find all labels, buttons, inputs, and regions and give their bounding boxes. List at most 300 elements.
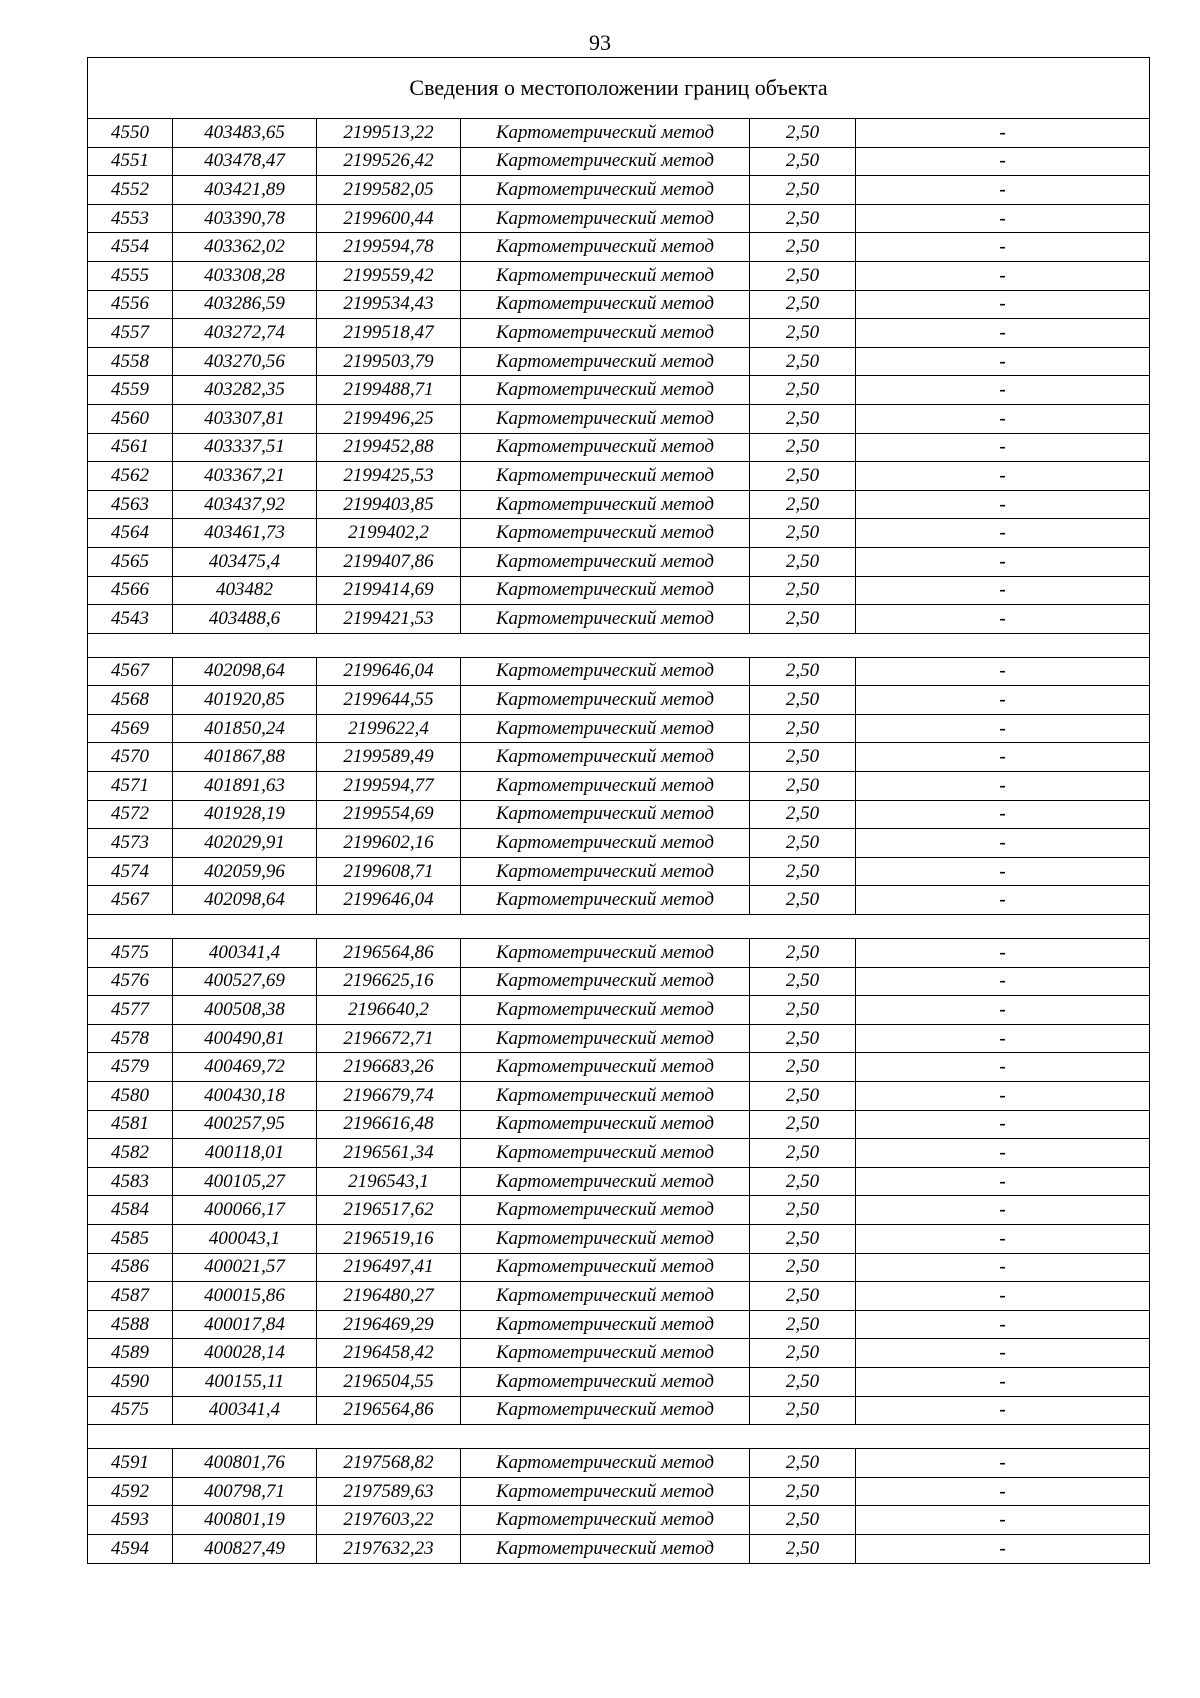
description-cell: - (856, 1024, 1150, 1053)
precision-cell: 2,50 (750, 996, 856, 1025)
coord-y-cell: 2199526,42 (317, 147, 461, 176)
precision-cell: 2,50 (750, 886, 856, 915)
method-cell: Картометрический метод (461, 1506, 750, 1535)
coord-y-cell: 2199503,79 (317, 347, 461, 376)
precision-cell: 2,50 (750, 119, 856, 148)
table-row (88, 1339, 1150, 1368)
description-cell: - (856, 1396, 1150, 1425)
coord-x-cell: 402098,64 (173, 657, 317, 686)
coord-x-cell: 402098,64 (173, 886, 317, 915)
table-row (88, 1082, 1150, 1111)
coord-y-cell: 2196504,55 (317, 1367, 461, 1396)
method-cell: Картометрический метод (461, 404, 750, 433)
method-cell: Картометрический метод (461, 800, 750, 829)
description-cell: - (856, 462, 1150, 491)
method-cell: Картометрический метод (461, 576, 750, 605)
coord-y-cell: 2197568,82 (317, 1449, 461, 1478)
coord-y-cell: 2199608,71 (317, 857, 461, 886)
coord-y-cell: 2196480,27 (317, 1282, 461, 1311)
precision-cell: 2,50 (750, 547, 856, 576)
table-title-row (88, 58, 1150, 119)
description-cell: - (856, 1167, 1150, 1196)
precision-cell: 2,50 (750, 290, 856, 319)
coord-y-cell: 2196561,34 (317, 1139, 461, 1168)
coord-x-cell: 401850,24 (173, 714, 317, 743)
method-cell: Картометрический метод (461, 605, 750, 634)
point-number-cell: 4543 (88, 605, 173, 634)
point-number-cell: 4580 (88, 1082, 173, 1111)
table-row (88, 576, 1150, 605)
group-separator-cell (88, 915, 1150, 939)
point-number-cell: 4568 (88, 686, 173, 715)
coord-x-cell: 401891,63 (173, 772, 317, 801)
table-row (88, 1224, 1150, 1253)
coord-x-cell: 400469,72 (173, 1053, 317, 1082)
coord-y-cell: 2196517,62 (317, 1196, 461, 1225)
precision-cell: 2,50 (750, 967, 856, 996)
precision-cell: 2,50 (750, 939, 856, 968)
table-row (88, 1196, 1150, 1225)
point-number-cell: 4588 (88, 1310, 173, 1339)
description-cell: - (856, 519, 1150, 548)
precision-cell: 2,50 (750, 1196, 856, 1225)
table-row (88, 657, 1150, 686)
coord-y-cell: 2199518,47 (317, 319, 461, 348)
table-row (88, 1139, 1150, 1168)
precision-cell: 2,50 (750, 1110, 856, 1139)
point-number-cell: 4574 (88, 857, 173, 886)
coord-y-cell: 2199407,86 (317, 547, 461, 576)
description-cell: - (856, 939, 1150, 968)
method-cell: Картометрический метод (461, 1224, 750, 1253)
method-cell: Картометрический метод (461, 996, 750, 1025)
coord-x-cell: 400801,76 (173, 1449, 317, 1478)
table-row (88, 1396, 1150, 1425)
method-cell: Картометрический метод (461, 1310, 750, 1339)
point-number-cell: 4591 (88, 1449, 173, 1478)
coord-y-cell: 2196616,48 (317, 1110, 461, 1139)
coord-y-cell: 2196497,41 (317, 1253, 461, 1282)
coord-x-cell: 403270,56 (173, 347, 317, 376)
method-cell: Картометрический метод (461, 1534, 750, 1563)
coord-x-cell: 401867,88 (173, 743, 317, 772)
description-cell: - (856, 829, 1150, 858)
table-row (88, 1053, 1150, 1082)
precision-cell: 2,50 (750, 686, 856, 715)
point-number-cell: 4581 (88, 1110, 173, 1139)
coord-y-cell: 2196679,74 (317, 1082, 461, 1111)
group-separator-cell (88, 1425, 1150, 1449)
method-cell: Картометрический метод (461, 886, 750, 915)
coord-x-cell: 400341,4 (173, 1396, 317, 1425)
description-cell: - (856, 1282, 1150, 1311)
precision-cell: 2,50 (750, 404, 856, 433)
precision-cell: 2,50 (750, 519, 856, 548)
point-number-cell: 4585 (88, 1224, 173, 1253)
coord-y-cell: 2196672,71 (317, 1024, 461, 1053)
table-row (88, 261, 1150, 290)
table-row (88, 714, 1150, 743)
precision-cell: 2,50 (750, 714, 856, 743)
description-cell: - (856, 261, 1150, 290)
method-cell: Картометрический метод (461, 204, 750, 233)
method-cell: Картометрический метод (461, 119, 750, 148)
point-number-cell: 4560 (88, 404, 173, 433)
point-number-cell: 4578 (88, 1024, 173, 1053)
coord-x-cell: 400801,19 (173, 1506, 317, 1535)
precision-cell: 2,50 (750, 1053, 856, 1082)
coord-y-cell: 2196564,86 (317, 939, 461, 968)
coord-y-cell: 2196564,86 (317, 1396, 461, 1425)
point-number-cell: 4593 (88, 1506, 173, 1535)
method-cell: Картометрический метод (461, 519, 750, 548)
precision-cell: 2,50 (750, 490, 856, 519)
description-cell: - (856, 1506, 1150, 1535)
coord-x-cell: 400021,57 (173, 1253, 317, 1282)
coord-x-cell: 400155,11 (173, 1367, 317, 1396)
coord-y-cell: 2199594,78 (317, 233, 461, 262)
table-row (88, 147, 1150, 176)
coord-x-cell: 403482 (173, 576, 317, 605)
point-number-cell: 4579 (88, 1053, 173, 1082)
precision-cell: 2,50 (750, 433, 856, 462)
precision-cell: 2,50 (750, 657, 856, 686)
coord-y-cell: 2199644,55 (317, 686, 461, 715)
method-cell: Картометрический метод (461, 261, 750, 290)
precision-cell: 2,50 (750, 605, 856, 634)
method-cell: Картометрический метод (461, 1196, 750, 1225)
description-cell: - (856, 967, 1150, 996)
description-cell: - (856, 176, 1150, 205)
coord-y-cell: 2199534,43 (317, 290, 461, 319)
coord-x-cell: 400490,81 (173, 1024, 317, 1053)
precision-cell: 2,50 (750, 743, 856, 772)
coord-y-cell: 2199488,71 (317, 376, 461, 405)
description-cell: - (856, 1367, 1150, 1396)
table-row (88, 1253, 1150, 1282)
description-cell: - (856, 1082, 1150, 1111)
table-row (88, 996, 1150, 1025)
point-number-cell: 4572 (88, 800, 173, 829)
precision-cell: 2,50 (750, 319, 856, 348)
table-body (88, 58, 1150, 1564)
point-number-cell: 4563 (88, 490, 173, 519)
table-row (88, 939, 1150, 968)
method-cell: Картометрический метод (461, 462, 750, 491)
point-number-cell: 4570 (88, 743, 173, 772)
coord-x-cell: 403488,6 (173, 605, 317, 634)
method-cell: Картометрический метод (461, 433, 750, 462)
table-row (88, 119, 1150, 148)
table-row (88, 1282, 1150, 1311)
description-cell: - (856, 1310, 1150, 1339)
method-cell: Картометрический метод (461, 547, 750, 576)
method-cell: Картометрический метод (461, 233, 750, 262)
precision-cell: 2,50 (750, 1024, 856, 1053)
coord-y-cell: 2199646,04 (317, 657, 461, 686)
description-cell: - (856, 1449, 1150, 1478)
group-separator-row (88, 633, 1150, 657)
table-row (88, 1449, 1150, 1478)
coord-y-cell: 2199589,49 (317, 743, 461, 772)
table-row (88, 176, 1150, 205)
point-number-cell: 4552 (88, 176, 173, 205)
description-cell: - (856, 290, 1150, 319)
coord-y-cell: 2196625,16 (317, 967, 461, 996)
coord-y-cell: 2196543,1 (317, 1167, 461, 1196)
method-cell: Картометрический метод (461, 319, 750, 348)
group-separator-cell (88, 633, 1150, 657)
point-number-cell: 4575 (88, 939, 173, 968)
point-number-cell: 4594 (88, 1534, 173, 1563)
method-cell: Картометрический метод (461, 772, 750, 801)
point-number-cell: 4583 (88, 1167, 173, 1196)
table-row (88, 376, 1150, 405)
precision-cell: 2,50 (750, 1224, 856, 1253)
table-row (88, 1024, 1150, 1053)
table-row (88, 772, 1150, 801)
point-number-cell: 4584 (88, 1196, 173, 1225)
table-row (88, 1477, 1150, 1506)
table-row (88, 1110, 1150, 1139)
method-cell: Картометрический метод (461, 1110, 750, 1139)
coord-x-cell: 403272,74 (173, 319, 317, 348)
coord-x-cell: 400118,01 (173, 1139, 317, 1168)
coord-y-cell: 2199403,85 (317, 490, 461, 519)
coord-x-cell: 403308,28 (173, 261, 317, 290)
table-row (88, 519, 1150, 548)
coord-x-cell: 400508,38 (173, 996, 317, 1025)
description-cell: - (856, 714, 1150, 743)
description-cell: - (856, 1196, 1150, 1225)
coord-y-cell: 2196683,26 (317, 1053, 461, 1082)
method-cell: Картометрический метод (461, 1367, 750, 1396)
coord-y-cell: 2199414,69 (317, 576, 461, 605)
description-cell: - (856, 547, 1150, 576)
method-cell: Картометрический метод (461, 967, 750, 996)
precision-cell: 2,50 (750, 829, 856, 858)
coord-x-cell: 400257,95 (173, 1110, 317, 1139)
method-cell: Картометрический метод (461, 490, 750, 519)
method-cell: Картометрический метод (461, 1024, 750, 1053)
description-cell: - (856, 147, 1150, 176)
table-row (88, 404, 1150, 433)
coord-x-cell: 403483,65 (173, 119, 317, 148)
description-cell: - (856, 657, 1150, 686)
coord-x-cell: 400827,49 (173, 1534, 317, 1563)
description-cell: - (856, 1053, 1150, 1082)
table-row (88, 1310, 1150, 1339)
coord-y-cell: 2199622,4 (317, 714, 461, 743)
coord-x-cell: 403475,4 (173, 547, 317, 576)
point-number-cell: 4590 (88, 1367, 173, 1396)
coord-y-cell: 2199421,53 (317, 605, 461, 634)
point-number-cell: 4557 (88, 319, 173, 348)
precision-cell: 2,50 (750, 1310, 856, 1339)
coord-y-cell: 2197632,23 (317, 1534, 461, 1563)
point-number-cell: 4561 (88, 433, 173, 462)
method-cell: Картометрический метод (461, 743, 750, 772)
precision-cell: 2,50 (750, 1167, 856, 1196)
method-cell: Картометрический метод (461, 1253, 750, 1282)
point-number-cell: 4576 (88, 967, 173, 996)
precision-cell: 2,50 (750, 576, 856, 605)
coord-x-cell: 400066,17 (173, 1196, 317, 1225)
point-number-cell: 4567 (88, 657, 173, 686)
table-row (88, 204, 1150, 233)
method-cell: Картометрический метод (461, 1282, 750, 1311)
method-cell: Картометрический метод (461, 1477, 750, 1506)
table-row (88, 829, 1150, 858)
coord-y-cell: 2199425,53 (317, 462, 461, 491)
method-cell: Картометрический метод (461, 147, 750, 176)
precision-cell: 2,50 (750, 1282, 856, 1311)
table-row (88, 886, 1150, 915)
coord-x-cell: 402059,96 (173, 857, 317, 886)
table-row (88, 1534, 1150, 1563)
coord-x-cell: 403307,81 (173, 404, 317, 433)
precision-cell: 2,50 (750, 462, 856, 491)
coord-y-cell: 2199646,04 (317, 886, 461, 915)
point-number-cell: 4589 (88, 1339, 173, 1368)
table-row (88, 490, 1150, 519)
coord-y-cell: 2199594,77 (317, 772, 461, 801)
description-cell: - (856, 1534, 1150, 1563)
coord-y-cell: 2199554,69 (317, 800, 461, 829)
point-number-cell: 4553 (88, 204, 173, 233)
point-number-cell: 4587 (88, 1282, 173, 1311)
coord-y-cell: 2199496,25 (317, 404, 461, 433)
table-row (88, 743, 1150, 772)
coord-y-cell: 2197603,22 (317, 1506, 461, 1535)
coord-x-cell: 403421,89 (173, 176, 317, 205)
table-row (88, 290, 1150, 319)
description-cell: - (856, 743, 1150, 772)
coord-x-cell: 403282,35 (173, 376, 317, 405)
coord-x-cell: 400028,14 (173, 1339, 317, 1368)
precision-cell: 2,50 (750, 857, 856, 886)
boundary-coordinates-table (87, 57, 1150, 1564)
coord-x-cell: 400105,27 (173, 1167, 317, 1196)
coord-y-cell: 2196640,2 (317, 996, 461, 1025)
coord-x-cell: 400043,1 (173, 1224, 317, 1253)
table-row (88, 800, 1150, 829)
description-cell: - (856, 319, 1150, 348)
precision-cell: 2,50 (750, 176, 856, 205)
description-cell: - (856, 1253, 1150, 1282)
description-cell: - (856, 1110, 1150, 1139)
coord-x-cell: 403367,21 (173, 462, 317, 491)
description-cell: - (856, 996, 1150, 1025)
point-number-cell: 4562 (88, 462, 173, 491)
coord-x-cell: 403390,78 (173, 204, 317, 233)
point-number-cell: 4565 (88, 547, 173, 576)
method-cell: Картометрический метод (461, 857, 750, 886)
table-row (88, 605, 1150, 634)
coord-y-cell: 2199452,88 (317, 433, 461, 462)
precision-cell: 2,50 (750, 1253, 856, 1282)
table-row (88, 319, 1150, 348)
description-cell: - (856, 605, 1150, 634)
coord-x-cell: 403461,73 (173, 519, 317, 548)
coord-x-cell: 400527,69 (173, 967, 317, 996)
table-row (88, 347, 1150, 376)
table-row (88, 1167, 1150, 1196)
method-cell: Картометрический метод (461, 714, 750, 743)
point-number-cell: 4577 (88, 996, 173, 1025)
table-title: Сведения о местоположении границ объекта (88, 58, 1150, 119)
point-number-cell: 4564 (88, 519, 173, 548)
method-cell: Картометрический метод (461, 939, 750, 968)
description-cell: - (856, 1224, 1150, 1253)
coord-y-cell: 2199582,05 (317, 176, 461, 205)
coord-x-cell: 400430,18 (173, 1082, 317, 1111)
method-cell: Картометрический метод (461, 657, 750, 686)
coord-y-cell: 2199559,42 (317, 261, 461, 290)
coord-x-cell: 403337,51 (173, 433, 317, 462)
table-row (88, 462, 1150, 491)
precision-cell: 2,50 (750, 1449, 856, 1478)
point-number-cell: 4551 (88, 147, 173, 176)
precision-cell: 2,50 (750, 233, 856, 262)
point-number-cell: 4559 (88, 376, 173, 405)
method-cell: Картометрический метод (461, 376, 750, 405)
precision-cell: 2,50 (750, 800, 856, 829)
group-separator-row (88, 1425, 1150, 1449)
method-cell: Картометрический метод (461, 1082, 750, 1111)
coord-x-cell: 400798,71 (173, 1477, 317, 1506)
coord-x-cell: 400015,86 (173, 1282, 317, 1311)
description-cell: - (856, 433, 1150, 462)
method-cell: Картометрический метод (461, 1339, 750, 1368)
precision-cell: 2,50 (750, 1396, 856, 1425)
coord-y-cell: 2199602,16 (317, 829, 461, 858)
method-cell: Картометрический метод (461, 1396, 750, 1425)
coord-y-cell: 2197589,63 (317, 1477, 461, 1506)
table-row (88, 1506, 1150, 1535)
point-number-cell: 4558 (88, 347, 173, 376)
description-cell: - (856, 490, 1150, 519)
coord-x-cell: 401928,19 (173, 800, 317, 829)
precision-cell: 2,50 (750, 261, 856, 290)
description-cell: - (856, 404, 1150, 433)
method-cell: Картометрический метод (461, 686, 750, 715)
method-cell: Картометрический метод (461, 347, 750, 376)
description-cell: - (856, 233, 1150, 262)
coord-y-cell: 2199402,2 (317, 519, 461, 548)
precision-cell: 2,50 (750, 147, 856, 176)
point-number-cell: 4592 (88, 1477, 173, 1506)
precision-cell: 2,50 (750, 1367, 856, 1396)
coord-x-cell: 403437,92 (173, 490, 317, 519)
method-cell: Картометрический метод (461, 1449, 750, 1478)
coord-x-cell: 403478,47 (173, 147, 317, 176)
method-cell: Картометрический метод (461, 829, 750, 858)
precision-cell: 2,50 (750, 376, 856, 405)
table-row (88, 1367, 1150, 1396)
point-number-cell: 4586 (88, 1253, 173, 1282)
table-row (88, 433, 1150, 462)
coord-y-cell: 2196469,29 (317, 1310, 461, 1339)
coord-y-cell: 2196458,42 (317, 1339, 461, 1368)
description-cell: - (856, 376, 1150, 405)
description-cell: - (856, 119, 1150, 148)
table-row (88, 967, 1150, 996)
precision-cell: 2,50 (750, 347, 856, 376)
precision-cell: 2,50 (750, 204, 856, 233)
coord-y-cell: 2199513,22 (317, 119, 461, 148)
method-cell: Картометрический метод (461, 290, 750, 319)
